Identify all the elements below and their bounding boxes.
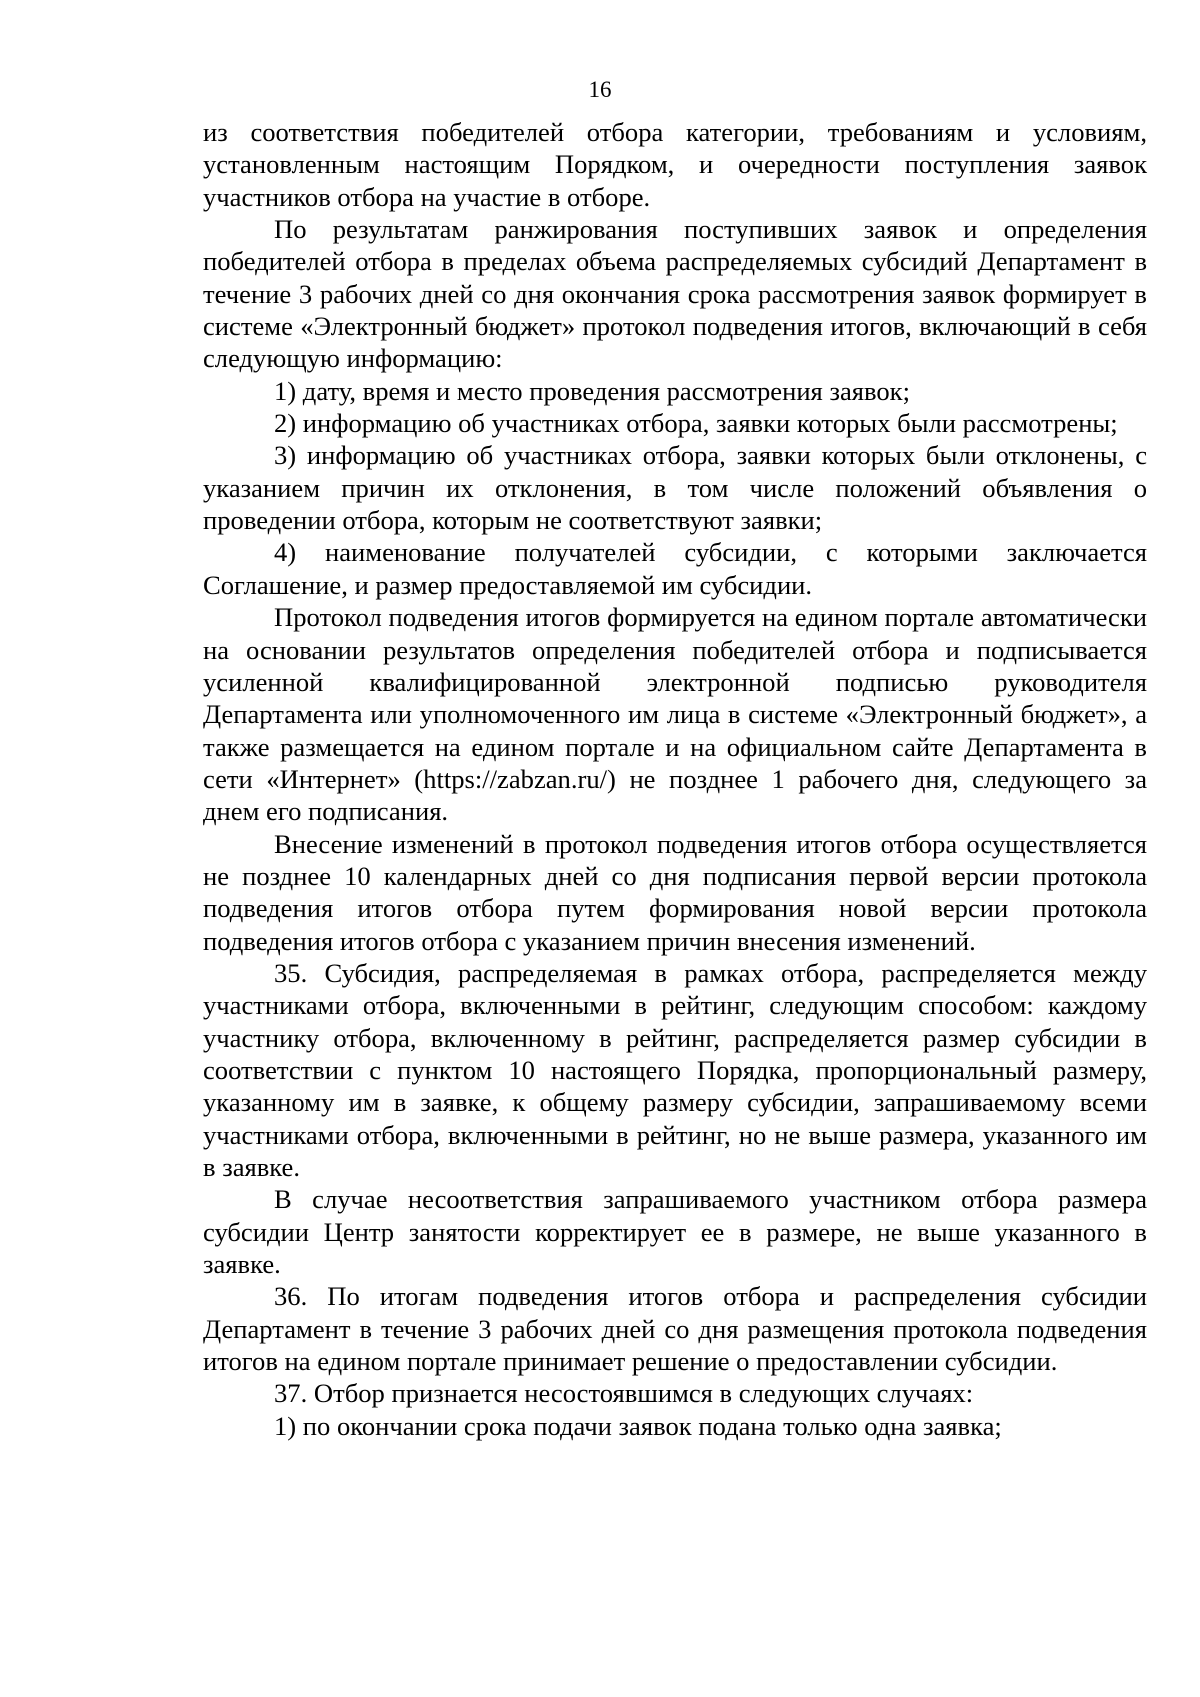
paragraph: Протокол подведения итогов формируется на едином портале автоматически на основании результатов определения победителей отбора и подписывается усиленной квалифицированной электронной подписью руководителя Департамента или уполномоченного им лица в системе «Электронный бюджет», а также размещается на едином портале и на официальном сайте Департамента в сети «Интернет» (https://zabzan.ru/) не позднее 1 рабочего дня, следующего за днем его подписания. xyxy=(203,602,1147,827)
paragraph: 35. Субсидия, распределяемая в рамках отбора, распределяется между участниками отбора, включенными в рейтинг, следующим способом: каждому участнику отбора, включенному в рейтинг, распределяется размер субсидии в соответствии с пунктом 10 настоящего Порядка, пропорциональный размеру, указанному им в заявке, к общему размеру субсидии, запрашиваемому всеми участниками отбора, включенными в рейтинг, но не выше размера, указанного им в заявке. xyxy=(203,957,1147,1182)
document-body xyxy=(203,116,1147,1442)
page-number: 16 xyxy=(588,77,612,102)
paragraph: 37. Отбор признается несостоявшимся в следующих случаях: xyxy=(274,1378,974,1409)
list-item: 4) наименование получателей субсидии, с которыми заключается Соглашение, и размер предоставляемой им субсидии. xyxy=(203,537,1147,600)
list-item: 1) по окончании срока подачи заявок подана только одна заявка; xyxy=(274,1410,1002,1441)
paragraph: По результатам ранжирования поступивших заявок и определения победителей отбора в пределах объема распределяемых субсидий Департамент в течение 3 рабочих дней со дня окончания срока рассмотрения заявок формирует в системе «Электронный бюджет» протокол подведения итогов, включающий в себя следующую информацию: xyxy=(203,214,1147,374)
list-item: 1) дату, время и место проведения рассмотрения заявок; xyxy=(274,375,910,406)
paragraph: 36. По итогам подведения итогов отбора и распределения субсидии Департамент в течение 3 рабочих дней со дня размещения протокола подведения итогов на едином портале принимает решение о предоставлении субсидии. xyxy=(203,1281,1147,1377)
list-item: 3) информацию об участниках отбора, заявки которых были отклонены, с указанием причин их отклонения, в том числе положений объявления о проведении отбора, которым не соответствуют заявки; xyxy=(203,440,1147,536)
paragraph: Внесение изменений в протокол подведения итогов отбора осуществляется не позднее 10 календарных дней со дня подписания первой версии протокола подведения итогов отбора путем формирования новой версии протокола подведения итогов отбора с указанием причин внесения изменений. xyxy=(203,828,1147,956)
paragraph: из соответствия победителей отбора категории, требованиям и условиям, установленным настоящим Порядком, и очередности поступления заявок участников отбора на участие в отборе. xyxy=(203,117,1147,212)
list-item: 2) информацию об участниках отбора, заявки которых были рассмотрены; xyxy=(274,408,1118,439)
paragraph: В случае несоответствия запрашиваемого участником отбора размера субсидии Центр занятости корректирует ее в размере, не выше указанного в заявке. xyxy=(203,1184,1147,1280)
